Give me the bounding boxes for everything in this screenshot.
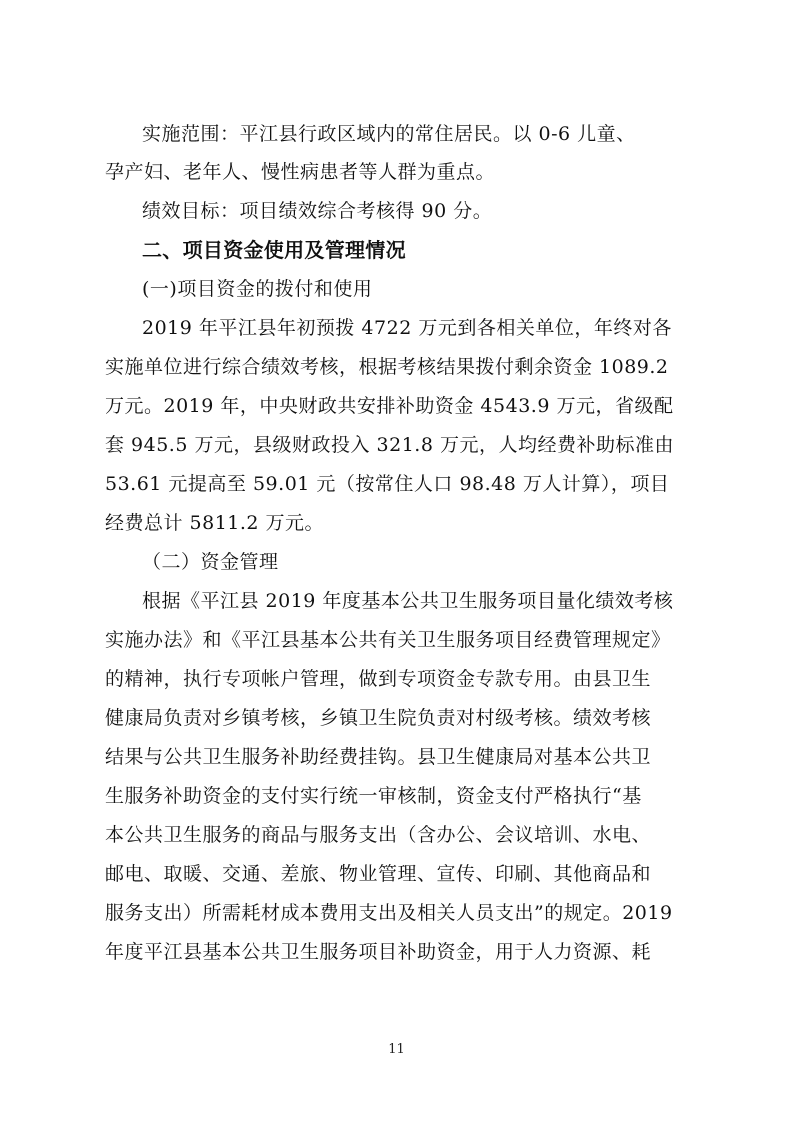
paragraph-management-line-7: 本公共卫生服务的商品与服务支出（含办公、会议培训、水电、 [105, 824, 652, 846]
paragraph-funds-line-5: 53.61 元提高至 59.01 元（按常住人口 98.48 万人计算），项目 [105, 473, 670, 495]
paragraph-funds-line-1: 2019 年平江县年初预拨 4722 万元到各相关单位，年终对各 [142, 317, 672, 339]
paragraph-scope-line-2: 孕产妇、老年人、慢性病患者等人群为重点。 [105, 161, 496, 183]
paragraph-funds-line-3: 万元。2019 年，中央财政共安排补助资金 4543.9 万元，省级配 [105, 395, 674, 417]
paragraph-funds-line-4: 套 945.5 万元，县级财政投入 321.8 万元，人均经费补助标准由 [105, 434, 674, 456]
paragraph-management-line-4: 健康局负责对乡镇考核，乡镇卫生院负责对村级考核。绩效考核 [105, 707, 652, 729]
paragraph-management-line-5: 结果与公共卫生服务补助经费挂钩。县卫生健康局对基本公共卫 [105, 746, 652, 768]
paragraph-management-line-1: 根据《平江县 2019 年度基本公共卫生服务项目量化绩效考核 [142, 590, 674, 612]
paragraph-management-line-9: 服务支出）所需耗材成本费用支出及相关人员支出”的规定。2019 [105, 902, 673, 924]
paragraph-goal-line: 绩效目标：项目绩效综合考核得 90 分。 [142, 200, 493, 222]
paragraph-scope-line-1: 实施范围：平江县行政区域内的常住居民。以 0-6 儿童、 [142, 123, 636, 145]
page-number: 11 [388, 1042, 405, 1057]
paragraph-funds-line-6: 经费总计 5811.2 万元。 [105, 512, 325, 534]
subsection-heading-2: （二）资金管理 [142, 551, 279, 573]
paragraph-management-line-3: 的精神，执行专项帐户管理，做到专项资金专款专用。由县卫生 [105, 668, 652, 690]
paragraph-management-line-10: 年度平江县基本公共卫生服务项目补助资金，用于人力资源、耗 [105, 941, 652, 963]
paragraph-funds-line-2: 实施单位进行综合绩效考核，根据考核结果拨付剩余资金 1089.2 [105, 356, 669, 378]
section-heading: 二、项目资金使用及管理情况 [142, 238, 406, 262]
paragraph-management-line-8: 邮电、取暖、交通、差旅、物业管理、宣传、印刷、其他商品和 [105, 863, 652, 885]
subsection-heading-1: (一)项目资金的拨付和使用 [142, 278, 373, 300]
paragraph-management-line-2: 实施办法》和《平江县基本公共有关卫生服务项目经费管理规定》 [105, 629, 671, 651]
paragraph-management-line-6: 生服务补助资金的支付实行统一审核制，资金支付严格执行“基 [105, 785, 642, 807]
